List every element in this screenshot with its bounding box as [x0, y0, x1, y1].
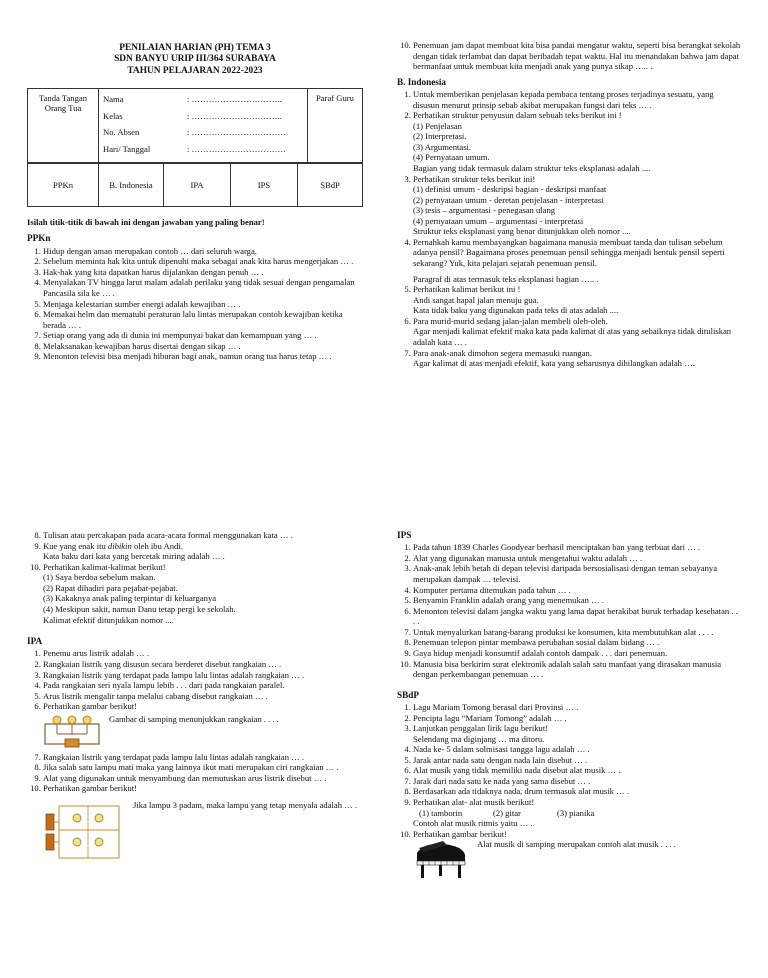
- ipa-q2: 2. Rangkaian listrik yang disusun secara berderet disebut rangkaian … .: [43, 659, 373, 670]
- ipa-q10: 10. Perhatikan gambar berikut! Jika lampu 3 padam, maka lampu yang tetap menyala adalah … .: [43, 783, 373, 864]
- ips-q9: 9. Gaya hidup menjadi konsumtif adalah contoh dampak . . . dari penemuan.: [413, 648, 741, 659]
- bindo-question-list-cont: [27, 530, 373, 625]
- sbdp-q6: 6. Alat musik yang tidak memiliki nada disebut alat musik … .: [413, 765, 741, 776]
- sbdp-q1: 1. Lagu Mariam Tomong berasal dari Provinsi … .: [413, 702, 741, 713]
- paraf-label: Paraf Guru: [316, 92, 354, 103]
- ppkn-q6: 6. Memakai helm dan mematuhi peraturan lalu lintas merupakan contoh kewajiban ketika berada … .: [43, 309, 363, 330]
- bindo-q5: 5. Perhatikan kalimat berikut ini ! Andi sangat hapal jalan menuju gua. Kata tidak baku yang digunakan pada teks di atas adalah ....: [413, 284, 741, 316]
- identity-table: [27, 88, 363, 163]
- ipa-q10-figure: [43, 800, 373, 864]
- series-parallel-circuit-icon: [43, 800, 125, 864]
- ipa-q1: 1. Penemu arus listrik adalah … .: [43, 648, 373, 659]
- ppkn-q5: 5. Menjaga kelestarian sumber energi adalah kewajiban … .: [43, 299, 363, 310]
- student-fields-cell: [99, 88, 308, 162]
- bindo-q1: 1. Untuk memberikan penjelasan kepada pembaca tentang proses terjadinya sesuatu, yang disusun menurut prinsip sebab akibat merupakan fungsi dari teks … .: [413, 89, 741, 110]
- ipa-q8: 8. Jika salah satu lampu mati maka yang lainnya ikut mati merupakan ciri rangkaian … .: [43, 762, 373, 773]
- field-no-absen-blank[interactable]: : ……………………………: [187, 127, 287, 138]
- sbdp-q5: 5. Jarak antar nada satu dengan nada lain disebut … .: [413, 755, 741, 766]
- sbdp-q2: 2. Pencipta lagu “Mariam Tomong” adalah … .: [413, 713, 741, 724]
- bottom-left-column: [27, 530, 373, 868]
- subject-ppkn-cell: PPKn: [28, 163, 99, 206]
- parallel-circuit-icon: [43, 714, 101, 748]
- ips-q5: 5. Benyamin Franklin adalah orang yang menemukan … .: [413, 595, 741, 606]
- subject-bindo-cell: B. Indonesia: [99, 163, 164, 206]
- ipa-section-title: IPA: [27, 636, 43, 647]
- bindo-q3: 3. Perhatikan struktur teks berikut ini! (1) definisi umum - deskripsi bagian - deskripsi manfaat (2) pernyataan umum - deretan penjelasan - interpretasi (3) tesis – argumentasi - penegasan ulang (4) pernyataan umum – argumentasi - interpretasi Struktur teks eksplanasi yang benar ditunjukkan oleh nomor ....: [413, 174, 741, 237]
- ips-q1: 1. Pada tahun 1839 Charles Goodyear berhasil menciptakan ban yang terbuat dari … .: [413, 542, 741, 553]
- bindo-q6: 6. Para murid-murid sedang jalan-jalan membeli oleh-oleh. Agar menjadi kalimat efektif maka kata pada kalimat di atas yang sebaiknya tidak dituliskan adalah kata … .: [413, 316, 741, 348]
- sbdp-q9-instruments: (1) tamborin (2) gitar (3) pianika: [419, 807, 595, 818]
- ips-question-list: [397, 542, 741, 679]
- bottom-right-column: [397, 530, 741, 879]
- header-title: PENILAIAN HARIAN (PH) TEMA 3: [119, 43, 271, 53]
- ppkn-q8: 8. Melaksanakan kewajiban harus disertai dengan sikap … .: [43, 341, 363, 352]
- top-right-column: [397, 40, 741, 369]
- subject-ipa-cell: IPA: [164, 163, 231, 206]
- ppkn-section-title: PPKn: [27, 233, 51, 244]
- ips-q3: 3. Anak-anak lebih betah di depan televisi daripada bersosialisasi dengan teman sebayanya merupakan dampak … televisi.: [413, 563, 741, 584]
- sbdp-q10-figure: [413, 839, 741, 879]
- ppkn-q9: 9. Menonton televisi bisa menjadi hiburan bagi anak, namun orang tua harus tetap … .: [43, 351, 363, 362]
- bindo-q10: 10. Perhatikan kalimat-kalimat berikut! (1) Saya berdoa sebelum makan. (2) Rapat dihadiri para pejabat-pejabat. (3) Kakaknya anak paling terpintar di keluarganya (4) Meskipun sakit, namun Danu tetap pergi ke sekolah. Kalimat efektif ditunjukkan nomor ....: [43, 562, 373, 625]
- ppkn-q7: 7. Setiap orang yang ada di dunia ini mempunyai bakat dan kemampuan yang … .: [43, 330, 363, 341]
- ips-q6: 6. Menonton televisi dalam jangka waktu yang lama dapat berakibat buruk terhadap kesehatan . . . .: [413, 606, 741, 627]
- ipa-q9: 9. Alat yang digunakan untuk menyambung dan memutuskan arus listrik disebut … .: [43, 773, 373, 784]
- sbdp-question-list: [397, 702, 741, 879]
- ppkn-q1: 1. Hidup dengan aman merupakan contoh … dari seluruh warga.: [43, 246, 363, 257]
- ttd-orang-tua-cell: [28, 88, 99, 162]
- ipa-q4: 4. Pada rangkaian seri nyala lampu lebih . . . dari pada rangkaian paralel.: [43, 680, 373, 691]
- paraf-guru-cell: [308, 88, 363, 162]
- bindo-section-title: B. Indonesia: [397, 76, 447, 87]
- ipa-q6: 6. Perhatikan gambar berikut! Gambar di samping menunjukkan rangkaian . . . .: [43, 701, 373, 748]
- field-nama-blank[interactable]: : …………………………..: [187, 93, 282, 104]
- sbdp-q4: 4. Nada ke- 5 dalam solmisasi tangga lagu adalah … .: [413, 744, 741, 755]
- ipa-q3: 3. Rangkaian listrik yang terdapat pada lampu lalu lintas adalah rangkaian … .: [43, 670, 373, 681]
- bindo-q9: 9. Kue yang enak itu dibikin oleh ibu Andi. Kata baku dari kata yang bercetak miring adalah … .: [43, 541, 373, 562]
- subjects-table: [27, 163, 363, 207]
- ppkn-question-list-cont: [397, 40, 741, 72]
- bindo-q4: 4. Pernahkah kamu membayangkan bagaimana manusia membuat tanda dan tulisan sebelum adanya pensil? Bagaimana proses penemuan pensil sehingga menjadi bentuk pensil seperti sekarang? Yuk, kita pelajari sejarah penemuan pensil. Paragraf di atas termasuk teks eksplanasi bagian ….. .: [413, 237, 741, 284]
- bindo-q7: 7. Para anak-anak dimohon segera memasuki ruangan. Agar kalimat di atas menjadi efektif, kata yang seharusnya dihilangkan adalah ….: [413, 348, 741, 369]
- sbdp-section-title: SBdP: [397, 689, 419, 700]
- field-no-absen: No. Absen : ……………………………: [103, 124, 303, 141]
- ips-q4: 4. Komputer pertama ditemukan pada tahun … .: [413, 585, 741, 596]
- sbdp-q10: 10. Perhatikan gambar berikut! Alat musik di samping merupakan contoh alat musik . . . .: [413, 829, 741, 880]
- ips-section-title: IPS: [397, 530, 412, 540]
- ips-q10: 10. Manusia bisa berkirim surat elektronik adalah salah satu manfaat yang dirasakan manusia dengan perkembangan penemuan … .: [413, 659, 741, 680]
- ipa-q5: 5. Arus listrik mengalir tanpa melalui cabang disebut rangkaian … .: [43, 691, 373, 702]
- bindo-question-list: [397, 89, 741, 369]
- ppkn-q2: 2. Sebelum meminta hak kita untuk dipenuhi maka sebagai anak kita harus mengerjakan … .: [43, 256, 363, 267]
- header-year: TAHUN PELAJARAN 2022-2023: [127, 65, 263, 76]
- subject-ips-cell: IPS: [231, 163, 298, 206]
- ipa-q7: 7. Rangkaian listrik yang terdapat pada lampu lalu lintas adalah rangkaian … .: [43, 752, 373, 763]
- ppkn-q3: 3. Hak-hak yang kita dapatkan harus dijalankan dengan penuh … .: [43, 267, 363, 278]
- ips-q8: 8. Penemuan telepon pintar membawa perubahan sosial dalam bidang … .: [413, 637, 741, 648]
- sbdp-q9: 9. Perhatikan alat- alat musik berikut! (1) tamborin (2) gitar (3) pianika Contoh alat musik ritmis yaitu … .: [413, 797, 741, 829]
- grand-piano-icon: [413, 839, 469, 879]
- ppkn-q4: 4. Menyalakan TV hingga larut malam adalah perilaku yang tidak sesuai dengan pengamalan Pancasila sila ke … .: [43, 277, 363, 298]
- ipa-question-list: [27, 648, 373, 864]
- ips-q2: 2. Alat yang digunakan manusia untuk mengetahui waktu adalah … .: [413, 553, 741, 564]
- ppkn-q10: 10. Penemuan jam dapat membuat kita bisa pandai mengatur waktu, seperti bisa berangkat sekolah dengan tidak terlambat dan dapat beribadah tepat waktu. Hal itu menandakan bahwa jam dapat bermanfaat untuk membuat kita menjadi anak yang punya sikap ….. .: [413, 40, 741, 72]
- bindo-q2: 2. Perhatikan struktur penyusun dalam sebuah teks berikut ini ! (1) Penjelasan (2) Interpretasi. (3) Argumentasi. (4) Pernyataan umum. Bagian yang tidak termasuk dalam struktur teks eksplanasi adalah ....: [413, 110, 741, 173]
- sbdp-q3-lyric: Selendang ma diginjang … ma ditoru.: [413, 733, 545, 744]
- field-kelas-blank[interactable]: : …………………………..: [187, 110, 282, 121]
- field-hari-tanggal-blank[interactable]: : ……………………………: [187, 144, 287, 155]
- field-nama: Nama : …………………………..: [103, 91, 303, 108]
- document-header: [27, 43, 363, 77]
- field-hari-tanggal: Hari/ Tanggal : ……………………………: [103, 141, 303, 158]
- ttd-label: Tanda Tangan Orang Tua: [38, 92, 88, 114]
- top-left-column: [27, 43, 363, 362]
- ipa-q10-caption: Jika lampu 3 padam, maka lampu yang tetap menyala adalah … .: [133, 800, 358, 810]
- subject-sbdp-cell: SBdP: [298, 163, 363, 206]
- sbdp-q10-caption: Alat musik di samping merupakan contoh alat musik . . . .: [477, 839, 676, 850]
- field-kelas: Kelas : …………………………..: [103, 108, 303, 125]
- ppkn-question-list: [27, 246, 363, 362]
- header-school: SDN BANYU URIP III/364 SURABAYA: [114, 54, 276, 65]
- instruction-text: Isilah titik-titik di bawah ini dengan jawaban yang paling benar!: [27, 216, 265, 227]
- sbdp-q3: 3. Lanjutkan penggalan lirik lagu berikut! Selendang ma diginjang … ma ditoru.: [413, 723, 741, 744]
- sbdp-q8: 8. Berdasarkan ada tidaknya nada, drum termasuk alat musik … .: [413, 786, 741, 797]
- ipa-q6-figure: [43, 714, 373, 748]
- ipa-q6-caption: Gambar di samping menunjukkan rangkaian . . . .: [109, 713, 279, 724]
- bindo-q8: 8. Tulisan atau percakapan pada acara-acara formal menggunakan kata … .: [43, 530, 373, 541]
- ips-q7: 7. Untuk menyalurkan barang-barang produksi ke konsumen, kita membutuhkan alat . . . .: [413, 627, 741, 638]
- sbdp-q7: 7. Jarak dari nada satu ke nada yang sama disebut … .: [413, 776, 741, 787]
